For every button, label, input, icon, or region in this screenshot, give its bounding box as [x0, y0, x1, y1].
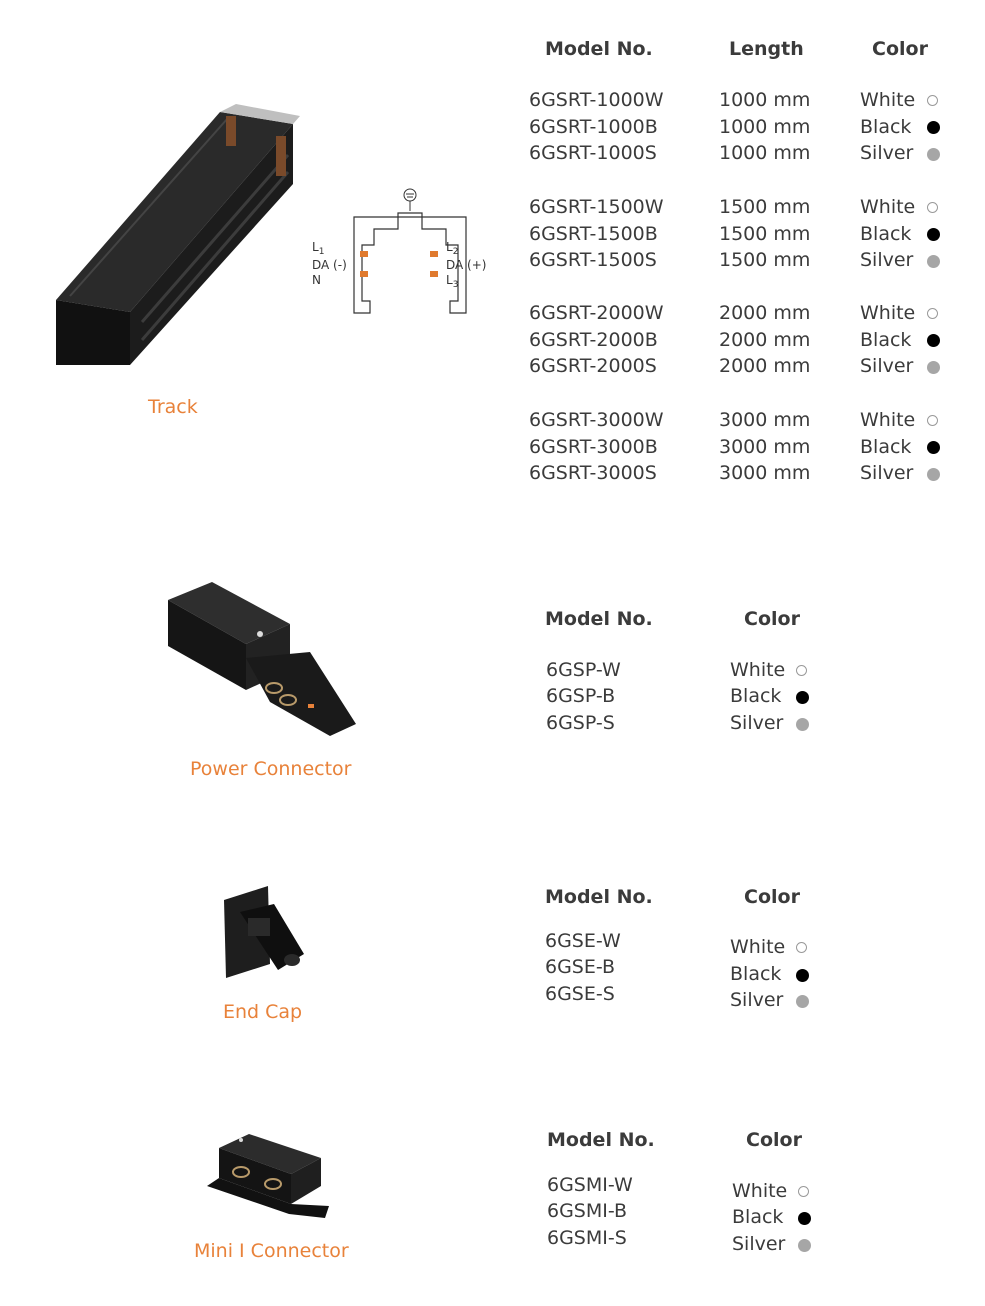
track-row-length: 3000 mm [719, 462, 811, 484]
svg-text:L2 [446, 240, 458, 257]
mini-connector-header-color: Color [746, 1129, 802, 1151]
color-swatch-dot [927, 95, 938, 106]
svg-text:L3 [446, 273, 458, 290]
track-row-length: 3000 mm [719, 409, 811, 431]
color-swatch-dot [927, 415, 938, 426]
end-cap-header-color: Color [744, 886, 800, 908]
power-connector-caption: Power Connector [190, 758, 352, 780]
track-row-length: 2000 mm [719, 355, 811, 377]
track-row-color: Black [860, 328, 912, 351]
color-swatch-dot [927, 441, 940, 454]
diagram-label-l1-sub: 1 [318, 247, 325, 257]
color-swatch-dot [927, 202, 938, 213]
svg-text:L1 [312, 240, 324, 257]
mini-connector-row-color: Silver [732, 1233, 786, 1255]
diagram-label-l2-sub: 2 [452, 247, 459, 257]
track-row-model: 6GSRT-1500B [529, 222, 658, 245]
color-swatch-dot [798, 1186, 809, 1197]
track-row-color: Black [860, 115, 912, 138]
track-row-length: 1000 mm [719, 142, 811, 164]
color-swatch-dot [927, 228, 940, 241]
diagram-label-da-minus: DA (-) [312, 258, 347, 272]
diagram-label-l3: L [446, 273, 453, 287]
color-swatch-dot [927, 468, 940, 481]
track-caption: Track [148, 396, 198, 418]
power-connector-row-model: 6GSP-S [546, 712, 615, 734]
color-swatch-dot [796, 718, 809, 731]
track-image [50, 100, 300, 370]
track-row-length: 1000 mm [719, 89, 811, 111]
mini-connector-row-model: 6GSMI-W [547, 1174, 633, 1196]
track-row-length: 1500 mm [719, 196, 811, 218]
color-swatch-dot [927, 255, 940, 268]
end-cap-row-color: Silver [730, 989, 784, 1011]
color-swatch-dot [796, 995, 809, 1008]
track-row-color: Black [860, 435, 912, 458]
power-connector-image [160, 578, 360, 743]
mini-connector-caption: Mini I Connector [194, 1240, 349, 1262]
track-row-color: White [860, 302, 916, 324]
track-row-model: 6GSRT-1000W [529, 89, 664, 111]
track-row-color: Silver [860, 142, 914, 164]
track-row-color: White [860, 196, 916, 218]
mini-connector-image [205, 1130, 333, 1222]
mini-connector-row-color: White [732, 1180, 788, 1202]
color-swatch-dot [796, 665, 807, 676]
track-row-model: 6GSRT-2000S [529, 355, 657, 377]
power-connector-header-color: Color [744, 608, 800, 630]
track-row-length: 1000 mm [719, 115, 811, 138]
diagram-label-l2: L [446, 240, 453, 254]
end-cap-row-model: 6GSE-B [545, 956, 616, 978]
track-row-length: 1500 mm [719, 222, 811, 245]
power-connector-header-model: Model No. [545, 608, 653, 630]
track-header-length: Length [729, 38, 804, 60]
power-connector-row-color: Black [730, 685, 782, 707]
end-cap-row-model: 6GSE-W [545, 930, 621, 952]
track-row-color: White [860, 89, 916, 111]
track-row-length: 2000 mm [719, 328, 811, 351]
color-swatch-dot [927, 361, 940, 374]
diagram-label-n: N [312, 273, 321, 287]
track-row-model: 6GSRT-3000B [529, 435, 658, 458]
end-cap-row-color: Black [730, 963, 782, 985]
track-row-model: 6GSRT-1000B [529, 115, 658, 138]
track-row-model: 6GSRT-3000S [529, 462, 657, 484]
end-cap-header-model: Model No. [545, 886, 653, 908]
track-header-model: Model No. [545, 38, 653, 60]
power-connector-row-color: White [730, 659, 786, 681]
color-swatch-dot [927, 308, 938, 319]
track-row-model: 6GSRT-1500S [529, 249, 657, 271]
power-connector-row-color: Silver [730, 712, 784, 734]
color-swatch-dot [798, 1239, 811, 1252]
track-row-color: Silver [860, 462, 914, 484]
track-row-model: 6GSRT-2000B [529, 328, 658, 351]
end-cap-row-color: White [730, 936, 786, 958]
color-swatch-dot [927, 148, 940, 161]
track-row-length: 3000 mm [719, 435, 811, 458]
color-swatch-dot [927, 334, 940, 347]
track-row-length: 1500 mm [719, 249, 811, 271]
track-header-color: Color [872, 38, 928, 60]
diagram-label-l3-sub: 3 [452, 280, 459, 290]
color-swatch-dot [927, 121, 940, 134]
track-row-color: Silver [860, 249, 914, 271]
end-cap-caption: End Cap [223, 1001, 303, 1023]
end-cap-row-model: 6GSE-S [545, 983, 615, 1005]
color-swatch-dot [796, 691, 809, 704]
track-row-color: Black [860, 222, 912, 245]
mini-connector-row-model: 6GSMI-S [547, 1227, 627, 1249]
track-row-model: 6GSRT-1500W [529, 196, 664, 218]
track-row-model: 6GSRT-2000W [529, 302, 664, 324]
diagram-label-da-plus: DA (+) [446, 258, 487, 272]
power-connector-row-model: 6GSP-B [546, 685, 616, 707]
track-row-length: 2000 mm [719, 302, 811, 324]
track-row-color: Silver [860, 355, 914, 377]
color-swatch-dot [796, 969, 809, 982]
end-cap-image [218, 884, 310, 984]
diagram-label-l1: L [312, 240, 319, 254]
color-swatch-dot [796, 942, 807, 953]
color-swatch-dot [798, 1212, 811, 1225]
mini-connector-row-color: Black [732, 1206, 784, 1228]
mini-connector-row-model: 6GSMI-B [547, 1200, 628, 1222]
track-row-color: White [860, 409, 916, 431]
mini-connector-header-model: Model No. [547, 1129, 655, 1151]
track-cross-section-diagram [310, 185, 490, 325]
track-row-model: 6GSRT-3000W [529, 409, 664, 431]
power-connector-row-model: 6GSP-W [546, 659, 621, 681]
track-row-model: 6GSRT-1000S [529, 142, 657, 164]
